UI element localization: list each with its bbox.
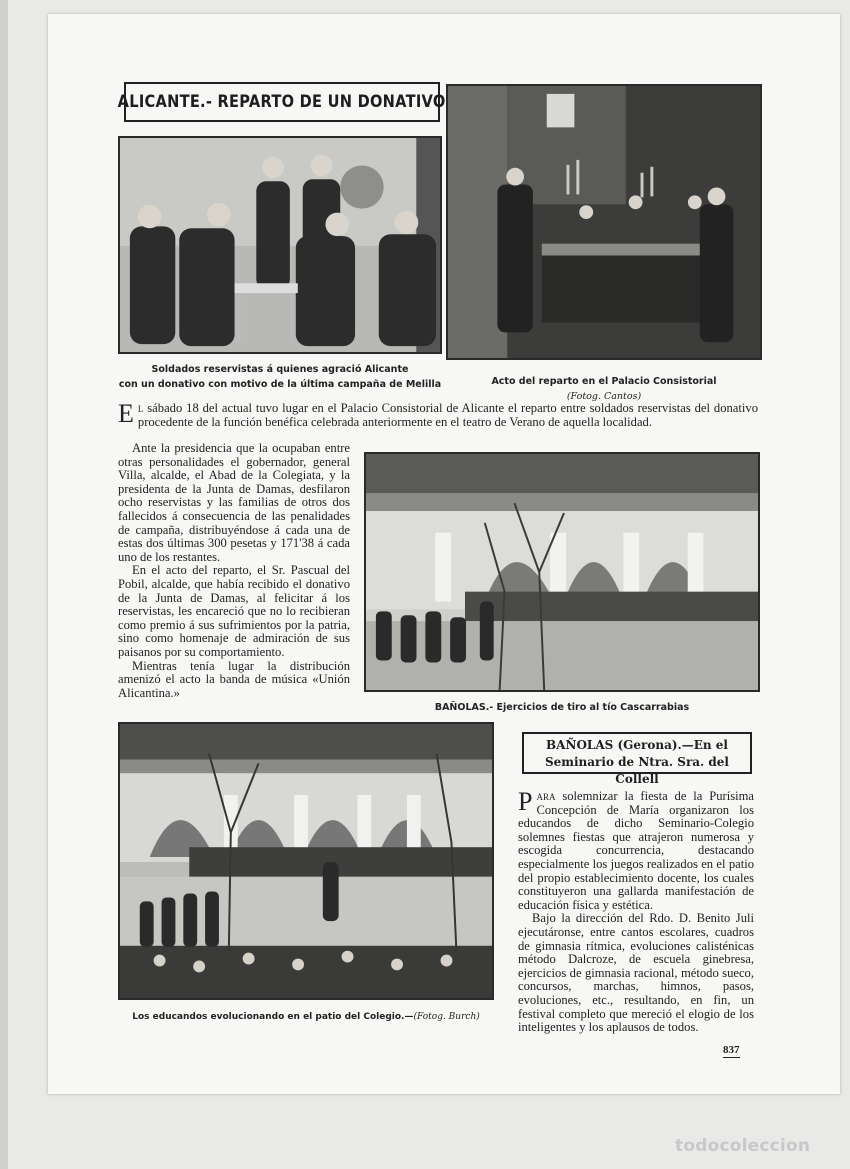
caption-act-line1: Acto del reparto en el Palacio Consistorial	[491, 376, 717, 387]
caption-soldiers-line2: con un donativo con motivo de la última campaña de Melilla	[118, 379, 442, 390]
article-lead	[118, 399, 758, 429]
lead-smallcaps: l	[137, 401, 144, 415]
photo-palacio-consistorial	[446, 84, 762, 360]
article1-p3: En el acto del reparto, el Sr. Pascual del Pobil, alcalde, que había recibido el donativo de la Junta de Damas, al felicitar á los reservistas, les encareció que no lo recibieran como premio á sus sufrimientos por la patria, sino como homenaje de admiración de sus paisanos por su comportamiento.	[118, 563, 350, 659]
caption-banolas-shooting: BAÑOLAS.- Ejercicios de tiro al tío Cascarrabias	[434, 702, 690, 713]
section2-p1: solemnizar la fiesta de la Purísima Concepción de María organizaron los educandos de dicho Seminario-Colegio solemnes fiestas que atrajeron numerosa y escogida concurrencia, destacando especialmente los juegos realizados en el patio del propio establecimiento docente, los cuales constituyeron una gallarda manifestación de educación física y estética.	[518, 789, 754, 912]
caption-soldiers-line1: Soldados reservistas á quienes agració Alicante	[151, 364, 409, 375]
section-heading-banolas	[522, 732, 752, 786]
article1-p4: Mientras tenía lugar la distribución amenizó el acto la banda de música «Unión Alicantina.»	[118, 658, 350, 700]
photo-soldiers	[118, 136, 442, 354]
headline: ALICANTE.- REPARTO DE UN DONATIVO	[118, 92, 446, 112]
headline-box	[118, 82, 446, 122]
section-title-line1: BAÑOLAS (Gerona).—En el	[546, 738, 728, 752]
caption-students	[118, 1010, 494, 1025]
article1-column	[118, 442, 350, 700]
watermark: todocoleccion	[675, 1136, 811, 1156]
caption-soldiers	[118, 362, 442, 392]
binding-edge	[0, 0, 8, 1169]
photo-banolas-shooting	[364, 452, 760, 692]
dropcap-e: E	[118, 399, 134, 428]
photo-students-courtyard	[118, 722, 494, 1000]
lead-text: sábado 18 del actual tuvo lugar en el Palacio Consistorial de Alicante el reparto entre soldados reservistas del donativo procedente de la función benéfica celebrada anteriormente en el teatro de Verano de aquella localidad.	[137, 401, 758, 429]
section2-column	[518, 787, 754, 1035]
caption-students-main: Los educandos evolucionando en el patio del Colegio.—	[132, 1012, 414, 1022]
caption-act-credit: (Fotog. Cantos)	[566, 391, 642, 402]
article1-p2: Ante la presidencia que la ocupaban entre otras personalidades el gobernador, general Villa, alcalde, el Abad de la Colegiata, y la presidenta de la Junta de Damas, desfilaron ocho reservistas y las familias de otros dos fallecidos á consecuencia de las penalidades de campaña, distribuyéndose á cada una de estas dos últimas 300 pesetas y 171'38 á cada uno de los restantes.	[118, 441, 350, 564]
section-title-line2: Seminario de Ntra. Sra. del Collell	[545, 755, 729, 786]
dropcap-p: P	[518, 787, 533, 816]
section2-p2: Bajo la dirección del Rdo. D. Benito Juli ejecutáronse, entre cantos escolares, cuadros de gimnasia rítmica, evoluciones calisténicas método Dalcroze, de escuela ginebresa, ejercicios de gimnasia racional, método sueco, concursos, marchas, himnos, pasos, evoluciones, etc., resultando, en fin, un festival completo que mereció el elogio de los inteligentes y los aplausos de todos.	[518, 911, 754, 1035]
section2-smallcaps: ara	[536, 789, 556, 803]
page-number: 837	[723, 1044, 740, 1056]
caption-act	[446, 374, 762, 404]
caption-students-credit: (Fotog. Burch)	[413, 1012, 480, 1022]
